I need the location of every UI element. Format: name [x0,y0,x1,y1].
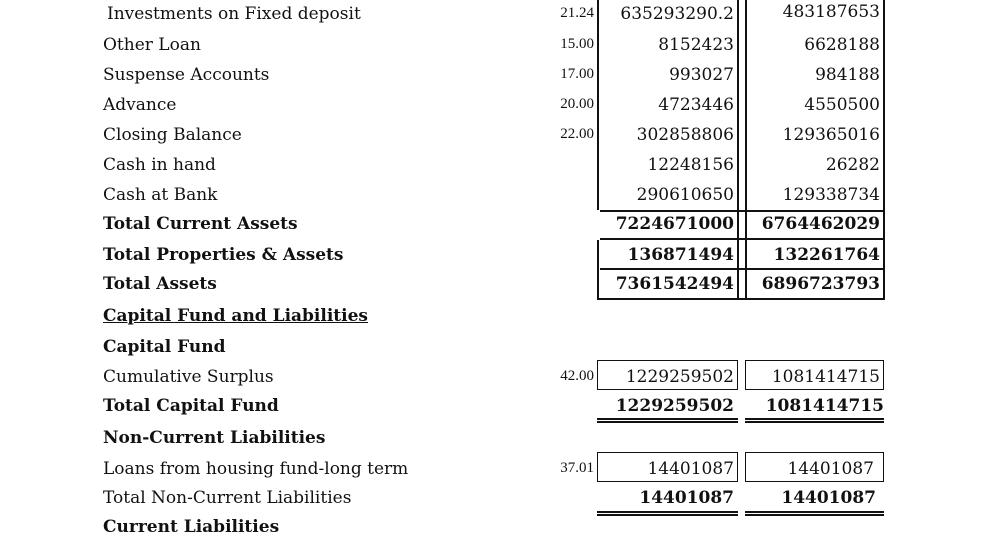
section-heading: Current Liabilities [103,517,280,537]
row-label: Total Capital Fund [103,396,279,416]
row-label: Closing Balance [103,125,242,145]
row-label: Cash in hand [103,155,216,175]
row-value-current: 290610650 [636,185,734,205]
row-value-previous: 1081414715 [771,367,880,387]
row-value-previous: 129338734 [782,185,880,205]
row-value-current: 7224671000 [615,214,734,234]
row-label: Cash at Bank [103,185,218,205]
row-non-current-liabilities-heading [0,424,1000,454]
row-capital-fund-liabilities-heading [0,302,1000,332]
row-value-current: 14401087 [647,459,734,479]
row-cumulative-surplus [0,363,1000,393]
row-note: 20.00 [560,96,594,112]
row-value-current: 302858806 [636,125,734,145]
row-other-loan [0,31,1000,61]
row-value-previous: 6628188 [804,35,880,55]
row-value-previous: 6896723793 [761,274,880,294]
row-value-current: 4723446 [658,95,734,115]
row-value-previous: 483187653 [782,2,880,22]
row-value-current: 993027 [669,65,734,85]
section-heading: Capital Fund [103,337,226,357]
row-value-previous: 14401087 [787,459,874,479]
row-cash-in-hand [0,151,1000,181]
row-value-current: 8152423 [658,35,734,55]
row-total-assets [0,270,1000,300]
row-value-current: 1229259502 [625,367,734,387]
row-value-previous: 1081414715 [765,396,884,416]
row-value-current: 7361542494 [615,274,734,294]
row-label: Total Assets [103,274,217,294]
row-total-capital-fund [0,392,1000,422]
row-capital-fund-heading [0,333,1000,363]
row-value-previous: 132261764 [773,245,880,265]
row-total-current-assets [0,210,1000,240]
section-heading: Capital Fund and Liabilities [103,306,368,326]
row-closing-balance [0,121,1000,151]
row-value-current: 136871494 [627,245,734,265]
row-label: Cumulative Surplus [103,367,274,387]
row-current-liabilities-heading [0,513,1000,543]
row-value-previous: 984188 [815,65,880,85]
row-label: Advance [103,95,177,115]
section-heading: Non-Current Liabilities [103,428,326,448]
row-value-current: 1229259502 [615,396,734,416]
row-value-previous: 6764462029 [761,214,880,234]
row-label: Total Non-Current Liabilities [103,488,352,508]
row-label: Investments on Fixed deposit [107,4,361,24]
row-value-previous: 26282 [825,155,880,175]
row-total-non-current-liabilities [0,484,1000,514]
row-value-current: 635293290.2 [620,4,734,24]
row-note: 37.01 [560,460,594,476]
row-suspense-accounts [0,61,1000,91]
row-label: Total Current Assets [103,214,298,234]
row-note: 21.24 [560,5,594,21]
row-label: Other Loan [103,35,201,55]
row-cash-at-bank [0,181,1000,211]
row-value-previous: 14401087 [781,488,876,508]
row-label: Suspense Accounts [103,65,270,85]
row-note: 22.00 [560,126,594,142]
row-value-current: 12248156 [647,155,734,175]
row-note: 15.00 [560,36,594,52]
row-loans-housing-fund [0,455,1000,485]
row-value-previous: 129365016 [782,125,880,145]
row-label: Loans from housing fund-long term [103,459,409,479]
row-label: Total Properties & Assets [103,245,344,265]
row-investments-fixed-deposit [0,0,1000,30]
row-advance [0,91,1000,121]
row-note: 42.00 [560,368,594,384]
row-value-current: 14401087 [639,488,734,508]
row-value-previous: 4550500 [804,95,880,115]
row-total-properties-assets [0,241,1000,271]
row-note: 17.00 [560,66,594,82]
